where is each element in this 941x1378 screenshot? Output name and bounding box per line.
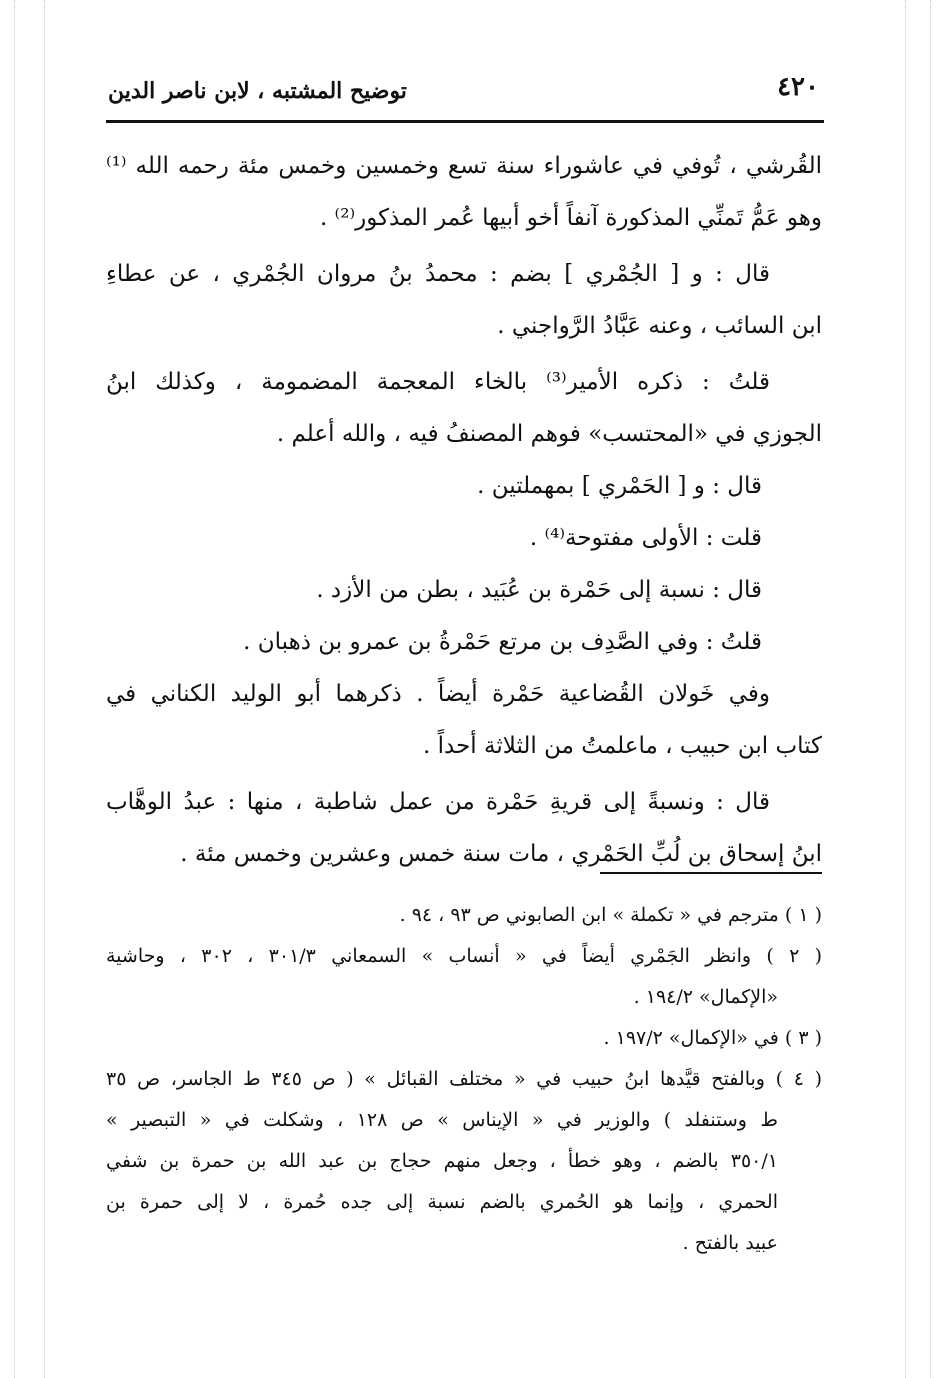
text-line: قلتُ : ذكره الأمير⁽³⁾ بالخاء المعجمة المضمومة ، وكذلك ابنُ [106, 369, 770, 395]
footnote-line: عبيد بالفتح . [682, 1232, 778, 1254]
footnote-line: ط وستنفلد ) والوزير في « الإيناس » ص ١٢٨ ، وشكلت في « التبصير » [106, 1109, 778, 1131]
footnote-line: ( ٤ ) وبالفتح قيَّدها ابنُ حبيب في « مختلف القبائل » ( ص ٣٤٥ ط الجاسر، ص ٣٥ [106, 1068, 822, 1090]
scan-edge-left-outer [14, 0, 15, 1378]
text-line: قال : ونسبةً إلى قريةِ حَمْرة من عمل شاطبة ، منها : عبدُ الوهَّاب [106, 789, 770, 815]
text-line: القُرشي ، تُوفي في عاشوراء سنة تسع وخمسين وخمس مئة رحمه الله ⁽¹⁾ [106, 153, 822, 179]
text-line: ابنُ إسحاق بن لُبِّ الحَمْري ، مات سنة خمس وعشرين وخمس مئة . [180, 841, 822, 867]
scan-edge-right-inner [905, 0, 906, 1378]
footnote-line: ٣٥٠/١ بالضم ، وهو خطأ ، وجعل منهم حجاج بن عبد الله بن حمرة بن شفي [106, 1150, 778, 1172]
text-line: كتاب ابن حبيب ، ماعلمتُ من الثلاثة أحداً . [423, 733, 822, 759]
main-text [106, 140, 822, 880]
footnote-line: «الإكمال» ١٩٤/٢ . [633, 986, 778, 1008]
text-line: قال : و [ الحَمْري ] بمهملتين . [477, 473, 762, 499]
footnote-line: ( ١ ) مترجم في « تكملة » ابن الصابوني ص ٩٣ ، ٩٤ . [399, 904, 822, 926]
text-line: وهو عَمُّ تَمنِّي المذكورة آنفاً أخو أبيها عُمر المذكور⁽²⁾ . [319, 205, 822, 231]
running-title: توضيح المشتبه ، لابن ناصر الدين [108, 78, 407, 104]
footnote-line: ( ٢ ) وانظر الجَمْري أيضاً في « أنساب » السمعاني ٣٠١/٣ ، ٣٠٢ ، وحاشية [106, 945, 822, 967]
page-number: ٤٢٠ [777, 72, 819, 102]
footnotes [106, 895, 822, 1264]
scan-edge-right-outer [930, 0, 931, 1378]
text-line: الجوزي في «المحتسب» فوهم المصنفُ فيه ، والله أعلم . [276, 421, 822, 447]
header-rule [106, 120, 824, 123]
text-line: ابن السائب ، وعنه عَبَّادُ الرَّواجني . [497, 313, 822, 339]
scan-edge-left-inner [44, 0, 45, 1378]
text-line: قال : نسبة إلى حَمْرة بن عُبَيد ، بطن من الأزد . [316, 577, 762, 603]
text-line: قلت : الأولى مفتوحة⁽⁴⁾ . [529, 525, 762, 551]
text-line: قلتُ : وفي الصَّدِف بن مرتع حَمْرةُ بن عمرو بن ذهبان . [243, 629, 762, 655]
text-line: وفي خَولان القُضاعية حَمْرة أيضاً . ذكرهما أبو الوليد الكناني في [106, 681, 770, 707]
text-line: قال : و [ الجُمْري ] بضم : محمدُ بنُ مروان الجُمْري ، عن عطاءِ [106, 261, 770, 287]
footnote-line: ( ٣ ) في «الإكمال» ١٩٧/٢ . [603, 1027, 822, 1049]
footnote-line: الحمري ، وإنما هو الحُمري بالضم نسبة إلى جده حُمرة ، لا إلى حمرة بن [106, 1191, 778, 1213]
footnote-separator [600, 872, 822, 874]
page-header [108, 70, 823, 114]
